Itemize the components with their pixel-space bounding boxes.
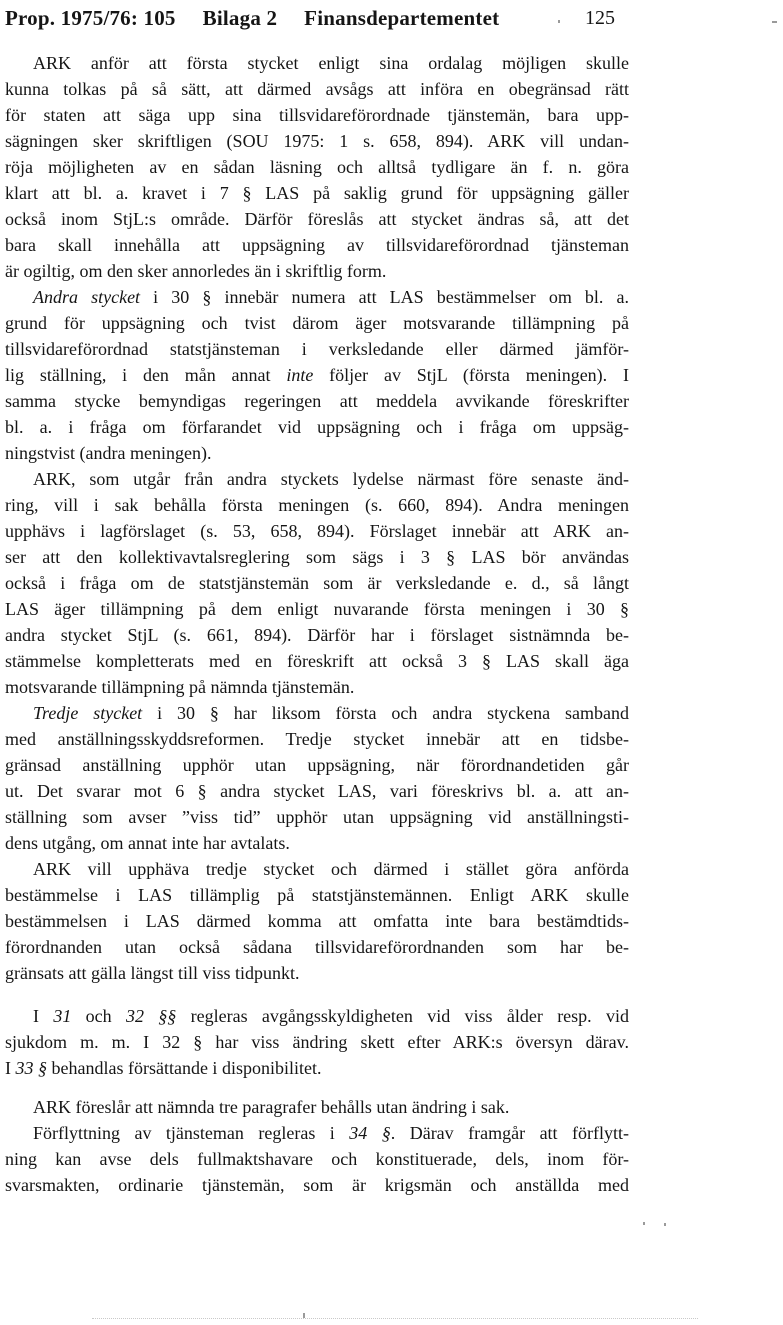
text-segment: ut. Det svarar mot 6 § andra stycket LAS, vari föreskrivs bl. a. att an- (5, 781, 629, 801)
text-segment: klart att bl. a. kravet i 7 § LAS på saklig grund för uppsägning gäller (5, 183, 629, 203)
paragraph (5, 50, 629, 284)
paragraph (5, 466, 629, 700)
text-line (5, 128, 629, 154)
text-line (5, 1172, 629, 1198)
text-segment: med anställningsskyddsreformen. Tredje stycket innebär att en tidsbe- (5, 729, 629, 749)
text-line (5, 466, 629, 492)
text-segment: är ogiltig, om den sker annorledes än i skriftlig form. (5, 261, 387, 281)
text-segment: andra stycket StjL (s. 661, 894). Därför har i förslaget sistnämnda be- (5, 625, 629, 645)
text-segment: . Därav framgår att förflytt- (390, 1123, 630, 1143)
text-segment: ring, vill i sak behålla första meningen (s. 660, 894). Andra meningen (5, 495, 629, 515)
text-segment: svarsmakten, ordinarie tjänstemän, som är krigsmän och anställda med (5, 1175, 629, 1195)
text-line (5, 232, 629, 258)
text-line (5, 258, 629, 284)
text-segment: ser att den kollektivavtalsreglering som sägs i 3 § LAS bör användas (5, 547, 629, 567)
text-segment: röja möjligheten av en sådan läsning och alltså tydligare än f. n. göra (5, 157, 629, 177)
text-line (5, 1094, 629, 1120)
text-line (5, 414, 629, 440)
text-segment: bara skall innehålla att uppsägning av tillsvidareförordnad tjänsteman (5, 235, 629, 255)
text-line (5, 726, 629, 752)
text-line (5, 648, 629, 674)
scan-artifact-line (92, 1318, 698, 1319)
text-segment: Förflyttning av tjänsteman regleras i (33, 1123, 350, 1143)
text-line (5, 388, 629, 414)
text-line (5, 960, 629, 986)
italic-text-segment: 34 § (349, 1123, 391, 1143)
text-segment: gränsats att gälla längst till viss tidpunkt. (5, 963, 300, 983)
italic-text-segment: Andra stycket (33, 287, 141, 307)
text-line (5, 1029, 629, 1055)
italic-text-segment: inte (286, 365, 314, 385)
text-segment: också inom StjL:s område. Därför föreslås att stycket ändras så, att det (5, 209, 629, 229)
text-segment: behandlas försättande i disponibilitet. (47, 1058, 322, 1078)
text-segment: ning kan avse dels fullmaktshavare och konstituerade, dels, inom för- (5, 1149, 629, 1169)
text-segment: ARK föreslår att nämnda tre paragrafer behålls utan ändring i sak. (33, 1097, 510, 1117)
paragraph (5, 700, 629, 856)
italic-text-segment: 32 §§ (125, 1006, 177, 1026)
text-line (5, 570, 629, 596)
paragraph (5, 856, 629, 986)
scan-artifact-dot (558, 20, 560, 23)
text-line (5, 440, 629, 466)
text-segment: gränsad anställning upphör utan uppsägning, när förordnandetiden går (5, 755, 629, 775)
text-segment: bl. a. i fråga om förfarandet vid uppsägning och i fråga om uppsäg- (5, 417, 629, 437)
scan-artifact-dot (643, 1222, 645, 1225)
text-segment: bestämmelse i LAS tillämplig på statstjänstemännen. Enligt ARK skulle (5, 885, 629, 905)
text-line (5, 76, 629, 102)
text-segment: förordnanden utan också sådana tillsvidareförordnanden som har be- (5, 937, 629, 957)
text-line (5, 206, 629, 232)
text-line (5, 1120, 629, 1146)
text-segment: ARK, som utgår från andra styckets lydelse närmast före senaste änd- (33, 469, 629, 489)
text-line (5, 804, 629, 830)
text-line (5, 310, 629, 336)
text-segment: för staten att säga upp sina tillsvidareförordnade tjänstemän, bara upp- (5, 105, 629, 125)
text-segment: också i fråga om de statstjänstemän som är verksledande e. d., så långt (5, 573, 629, 593)
text-segment: lig ställning, i den mån annat (5, 365, 287, 385)
text-segment: I (5, 1058, 16, 1078)
text-line (5, 934, 629, 960)
text-segment: kunna tolkas på så sätt, att därmed avsågs att införa en obegränsad rätt (5, 79, 629, 99)
scan-artifact-dot (303, 1313, 305, 1318)
text-segment: tillsvidareförordnad statstjänsteman i verksledande eller därmed jämför- (5, 339, 629, 359)
paragraph (5, 1003, 629, 1081)
text-line (5, 362, 629, 388)
text-segment: ARK anför att första stycket enligt sina ordalag möjligen skulle (33, 53, 629, 73)
text-line (5, 1003, 629, 1029)
text-segment: motsvarande tillämpning på nämnda tjänstemän. (5, 677, 355, 697)
text-line (5, 518, 629, 544)
text-line (5, 180, 629, 206)
text-line (5, 544, 629, 570)
paragraph (5, 1094, 629, 1120)
text-segment: I (33, 1006, 54, 1026)
text-line (5, 700, 629, 726)
document-body (5, 50, 629, 1198)
text-segment: ningstvist (andra meningen). (5, 443, 212, 463)
italic-text-segment: 31 (53, 1006, 72, 1026)
text-segment: stämmelse kompletterats med en föreskrift att också 3 § LAS skall äga (5, 651, 629, 671)
text-line (5, 336, 629, 362)
text-line (5, 908, 629, 934)
text-line (5, 50, 629, 76)
text-segment: sägningen sker skriftligen (SOU 1975: 1 s. 658, 894). ARK vill undan- (5, 131, 629, 151)
scan-artifact-dot (772, 21, 777, 23)
text-line (5, 674, 629, 700)
paragraph (5, 1120, 629, 1198)
text-segment: samma stycke bemyndigas regeringen att meddela avvikande föreskrifter (5, 391, 629, 411)
italic-text-segment: 33 § (15, 1058, 47, 1078)
text-segment: LAS äger tillämpning på dem enligt nuvarande första meningen i 30 § (5, 599, 629, 619)
text-line (5, 1055, 629, 1081)
text-segment: och (71, 1006, 126, 1026)
text-line (5, 284, 629, 310)
paragraph (5, 284, 629, 466)
text-line (5, 622, 629, 648)
text-segment: grund för uppsägning och tvist därom äger motsvarande tillämpning på (5, 313, 629, 333)
text-line (5, 752, 629, 778)
text-segment: i 30 § har liksom första och andra styckena samband (142, 703, 629, 723)
text-segment: ARK vill upphäva tredje stycket och därmed i stället göra anförda (33, 859, 629, 879)
text-line (5, 830, 629, 856)
text-segment: ställning som avser ”viss tid” upphör utan uppsägning vid anställningsti- (5, 807, 629, 827)
text-line (5, 856, 629, 882)
text-line (5, 778, 629, 804)
text-segment: i 30 § innebär numera att LAS bestämmelser om bl. a. (140, 287, 629, 307)
text-segment: bestämmelsen i LAS därmed komma att omfatta inte bara bestämdtids- (5, 911, 629, 931)
scan-artifact-dot (664, 1223, 666, 1226)
text-line (5, 102, 629, 128)
department-label: Finansdepartementet (304, 6, 500, 30)
text-line (5, 882, 629, 908)
page-number: 125 (585, 7, 615, 29)
text-segment: dens utgång, om annat inte har avtalats. (5, 833, 290, 853)
appendix-label: Bilaga 2 (202, 6, 278, 30)
page-header (5, 6, 778, 31)
text-segment: sjukdom m. m. I 32 § har viss ändring skett efter ARK:s översyn därav. (5, 1032, 629, 1052)
text-segment: upphävs i lagförslaget (s. 53, 658, 894). Förslaget innebär att ARK an- (5, 521, 629, 541)
text-segment: följer av StjL (första meningen). I (313, 365, 629, 385)
text-line (5, 1146, 629, 1172)
italic-text-segment: Tredje stycket (33, 703, 143, 723)
text-line (5, 492, 629, 518)
text-line (5, 596, 629, 622)
text-segment: regleras avgångsskyldigheten vid viss ålder resp. vid (176, 1006, 630, 1026)
proposition-number: Prop. 1975/76: 105 (5, 6, 176, 30)
text-line (5, 154, 629, 180)
